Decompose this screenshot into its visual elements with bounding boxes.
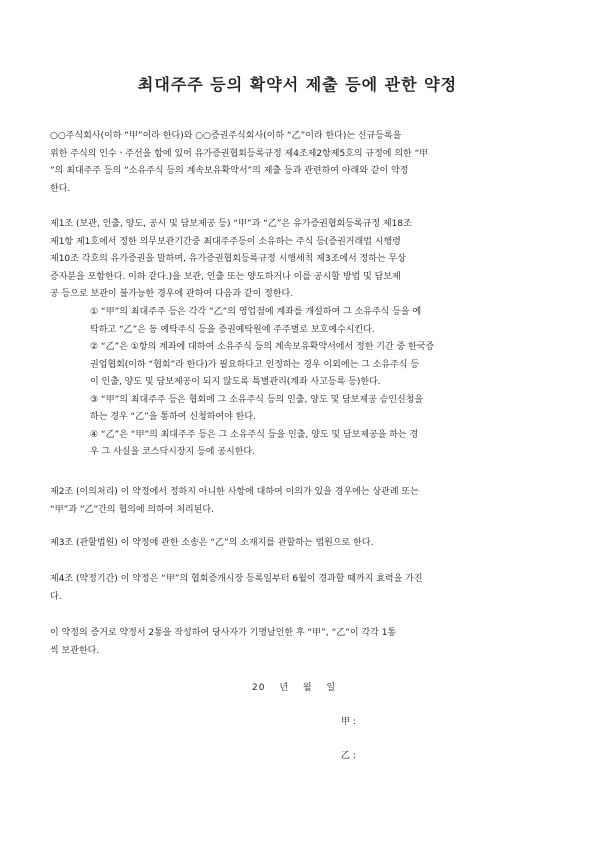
intro-line: 위한 주식의 인수ㆍ주선을 함에 있어 유가증권협회등록규정 제4조제2항제5호의 규정에 의한 “甲 — [50, 148, 429, 159]
article-3-line: 제3조 (관할법원) 이 약정에 관한 소송은 “乙”의 소재지를 관할하는 법원으로 한다. — [50, 538, 374, 548]
article-1-item-line: 우 그 사실을 코스닥시장지 등에 공시한다. — [90, 447, 255, 457]
date-year: 20 — [252, 683, 266, 693]
article-4 — [50, 571, 423, 606]
signature-party-a: 甲 : — [341, 717, 356, 727]
article-2 — [50, 484, 419, 519]
document-title: 최대주주 등의 확약서 제출 등에 관한 약정 — [137, 75, 458, 94]
article-1-item-line: 권업협회(이하 “협회”라 한다)가 필요하다고 인정하는 경우 이외에는 그 소유주식 등 — [90, 359, 419, 370]
intro-line: ○○주식회사(이하 “甲”이라 한다)와 ○○증권주식회사(이하 “乙”이라 한다)는 신규등록을 — [50, 131, 402, 141]
signature-party-b: 乙 : — [341, 751, 356, 761]
date-day-unit: 일 — [326, 683, 337, 693]
article-1-item-line: 이 인출, 양도 및 담보제공이 되지 않도록 특별관리(계좌 사고등록 등)한다. — [90, 377, 381, 387]
article-1-item-line: 탁하고 “乙”은 동 예탁주식 등을 증권예탁원에 주주별로 보호예수시킨다. — [90, 324, 375, 335]
article-1-line: 증자분을 포함한다. 이하 같다.)을 보관, 인출 또는 양도하거나 이를 공시할 방법 및 담보제 — [50, 271, 401, 282]
article-1-line: 제1항 제1호에서 정한 의무보관기간중 최대주주등이 소유하는 주식 등(증권거래법 시행령 — [50, 236, 401, 247]
article-1-item-line: 하는 경우 “乙”을 통하여 신청하여야 한다. — [90, 412, 256, 422]
article-3 — [50, 535, 373, 553]
article-1-items — [90, 304, 434, 462]
intro-line: 한다. — [50, 183, 71, 194]
closing-line: 씩 보관한다. — [50, 645, 100, 656]
article-1-item-line: ③ “甲”의 최대주주 등은 협회에 그 소유주식 등의 인출, 양도 및 담보제공 승인신청을 — [90, 394, 424, 405]
article-1 — [50, 216, 412, 304]
article-2-line: “甲”과 “乙”간의 협의에 의하여 처리된다. — [50, 504, 214, 515]
article-1-line: 제1조 (보관, 인출, 양도, 공시 및 담보제공 등) “甲”과 “乙”은 유가증권협회등록규정 제18조 — [50, 219, 412, 229]
article-1-line: 제10조 각호의 유가증권을 말하며, 유가증권협회등록규정 시행세칙 제3조에서 정하는 무상 — [50, 254, 406, 264]
article-1-line: 공 등으로 보관이 불가능한 경우에 관하여 다음과 같이 정한다. — [50, 289, 294, 299]
closing-line: 이 약정의 증거로 약정서 2통을 작성하여 당사자가 기명날인한 후 “甲”, “乙”이 각각 1통 — [50, 628, 397, 638]
article-1-item-line: ① “甲”의 최대주주 등은 각각 “乙”의 영업점에 계좌를 개설하여 그 소유주식 등을 예 — [90, 307, 422, 317]
article-4-line: 다. — [50, 591, 62, 602]
closing-paragraph — [50, 625, 396, 660]
date-year-unit: 년 — [279, 683, 290, 693]
date-line — [252, 680, 346, 693]
article-1-item-line: ④ “乙”은 “甲”의 최대주주 등은 그 소유주식 등을 인출, 양도 및 담보제공을 하는 경 — [90, 429, 419, 440]
intro-paragraph — [50, 128, 428, 198]
article-4-line: 제4조 (약정기간) 이 약정은 “甲”의 협회증개시장 등록일부터 6월이 경과할 때까지 효력을 가진 — [50, 574, 423, 584]
article-2-line: 제2조 (이의처리) 이 약정에서 정하지 아니한 사항에 대하여 이의가 있을 경우에는 상관례 또는 — [50, 487, 419, 497]
date-month-unit: 월 — [302, 683, 313, 693]
article-1-item-line: ② “乙”은 ①항의 계좌에 대하여 소유주식 등의 계속보유확약서에서 정한 기간 중 한국증 — [90, 342, 435, 352]
intro-line: ”의 최대주주 등의 “소유주식 등의 계속보유확약서”의 제출 등과 관련하여 아래와 같이 약정 — [50, 166, 409, 176]
